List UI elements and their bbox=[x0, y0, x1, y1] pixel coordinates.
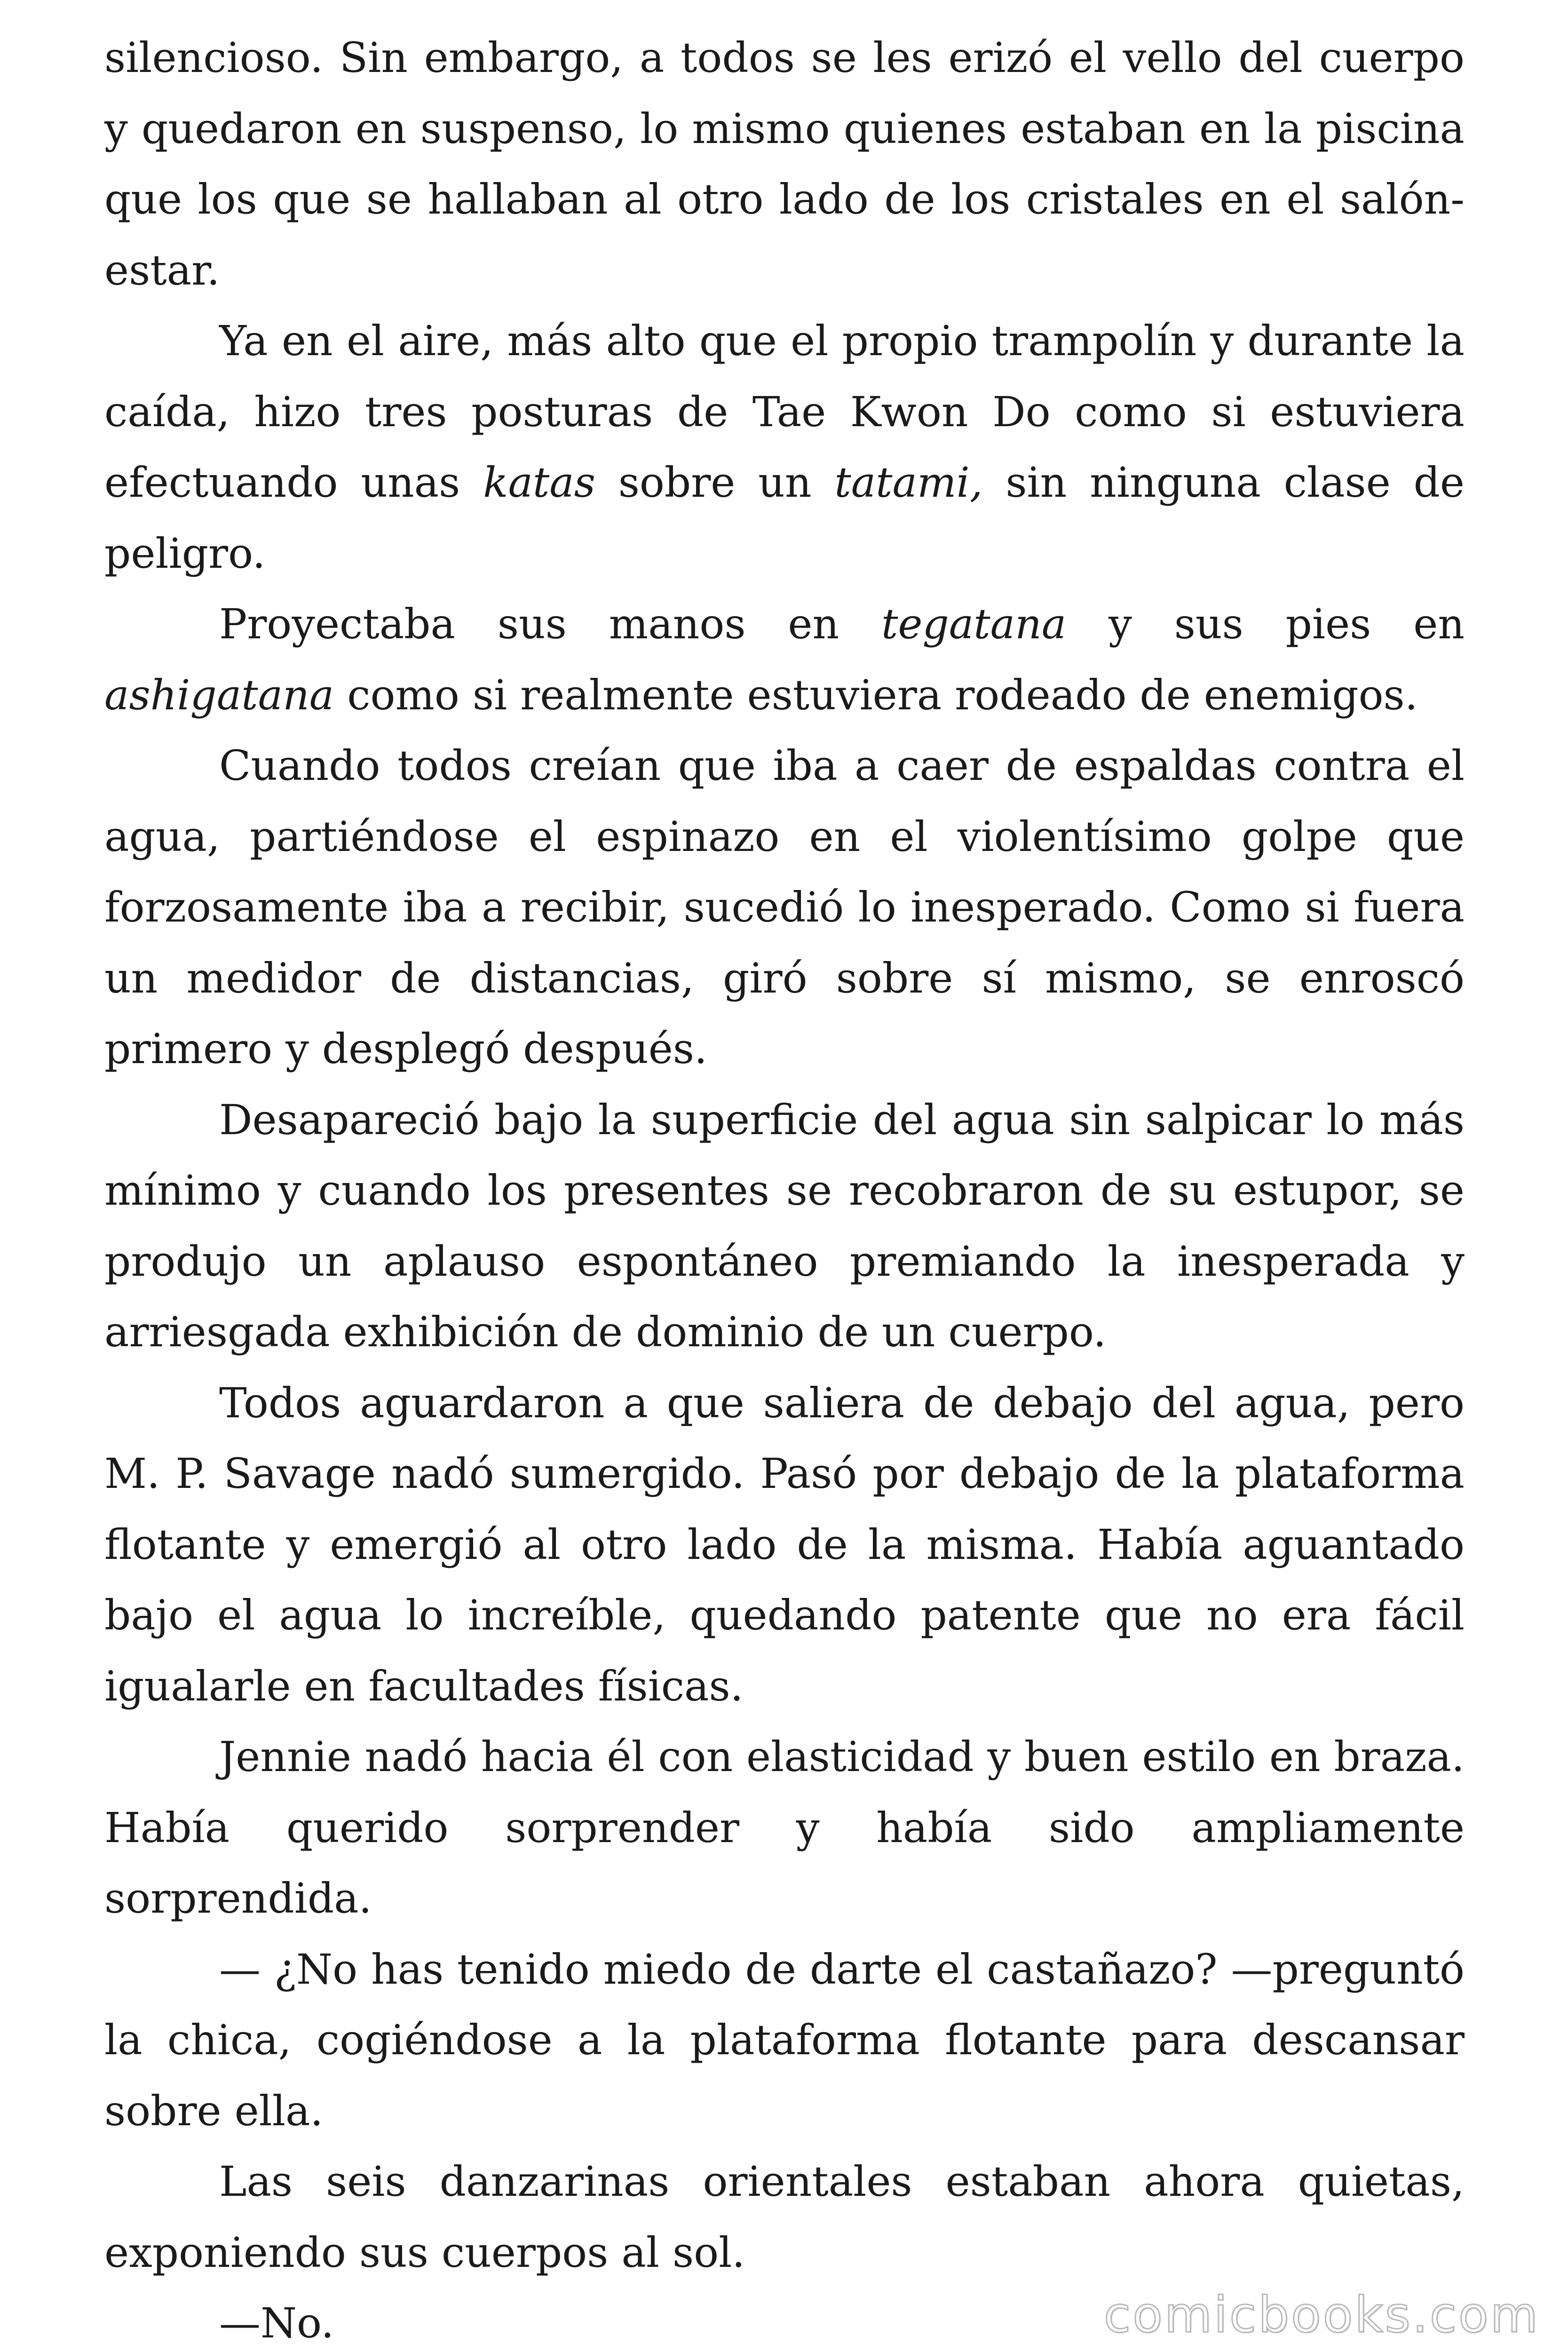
text-run: — ¿No has tenido miedo de darte el castañazo? —preguntó la chica, cogiéndose a la plataforma flotante para descansar sobre ella. bbox=[104, 1945, 1465, 2135]
italic-term: tatami, bbox=[834, 458, 983, 507]
italic-term: ashigatana bbox=[104, 670, 334, 719]
text-run: silencioso. Sin embargo, a todos se les erizó el vello del cuerpo y quedaron en suspenso, lo mismo quienes estaban en la piscina que los que se hallaban al otro lado de los cristales en el salón-estar. bbox=[104, 33, 1465, 294]
text-run: y sus pies en bbox=[1066, 600, 1465, 648]
paragraph bbox=[104, 306, 1465, 589]
paragraph bbox=[104, 1085, 1465, 1368]
paragraph bbox=[104, 731, 1465, 1085]
paragraph bbox=[104, 2146, 1465, 2288]
italic-term: tegatana bbox=[881, 600, 1067, 648]
text-run: Las seis danzarinas orientales estaban ahora quietas, exponiendo sus cuerpos al sol. bbox=[104, 2157, 1465, 2277]
paragraph bbox=[104, 1934, 1465, 2147]
text-run: Jennie nadó hacia él con elasticidad y buen estilo en braza. Había querido sorprender y había sido ampliamente sorprendida. bbox=[104, 1732, 1465, 1923]
text-run: Cuando todos creían que iba a caer de espaldas contra el agua, partiéndose el espinazo en el violentísimo golpe que forzosamente iba a recibir, sucedió lo inesperado. Como si fuera un medidor de distancias, giró sobre sí mismo, se enroscó primero y desplegó después. bbox=[104, 741, 1465, 1073]
text-run: sobre un bbox=[595, 458, 835, 507]
text-run: Proyectaba sus manos en bbox=[219, 600, 882, 648]
text-run: como si realmente estuviera rodeado de enemigos. bbox=[334, 670, 1418, 719]
body-text bbox=[104, 23, 1465, 2352]
text-run: —No. bbox=[219, 2299, 334, 2347]
paragraph bbox=[104, 1368, 1465, 1722]
paragraph bbox=[104, 23, 1465, 306]
paragraph bbox=[104, 589, 1465, 731]
watermark: comicbooks.com bbox=[1103, 2286, 1540, 2344]
paragraph bbox=[104, 1722, 1465, 1934]
text-run: sin ninguna clase de peligro. bbox=[104, 458, 1465, 578]
italic-term: katas bbox=[483, 458, 595, 507]
text-run: Desapareció bajo la superficie del agua sin salpicar lo más mínimo y cuando los presentes se recobraron de su estupor, se produjo un aplauso espontáneo premiando la inesperada y arriesgada exhibición de dominio de un cuerpo. bbox=[104, 1095, 1465, 1356]
text-run: Ya en el aire, más alto que el propio trampolín y durante la caída, hizo tres posturas de Tae Kwon Do como si estuviera efectuando unas bbox=[104, 317, 1465, 507]
text-run: Todos aguardaron a que saliera de debajo del agua, pero M. P. Savage nadó sumergido. Pasó por debajo de la plataforma flotante y emergió al otro lado de la misma. Había aguantado bajo el agua lo increíble, quedando patente que no era fácil igualarle en facultades físicas. bbox=[104, 1378, 1465, 1710]
